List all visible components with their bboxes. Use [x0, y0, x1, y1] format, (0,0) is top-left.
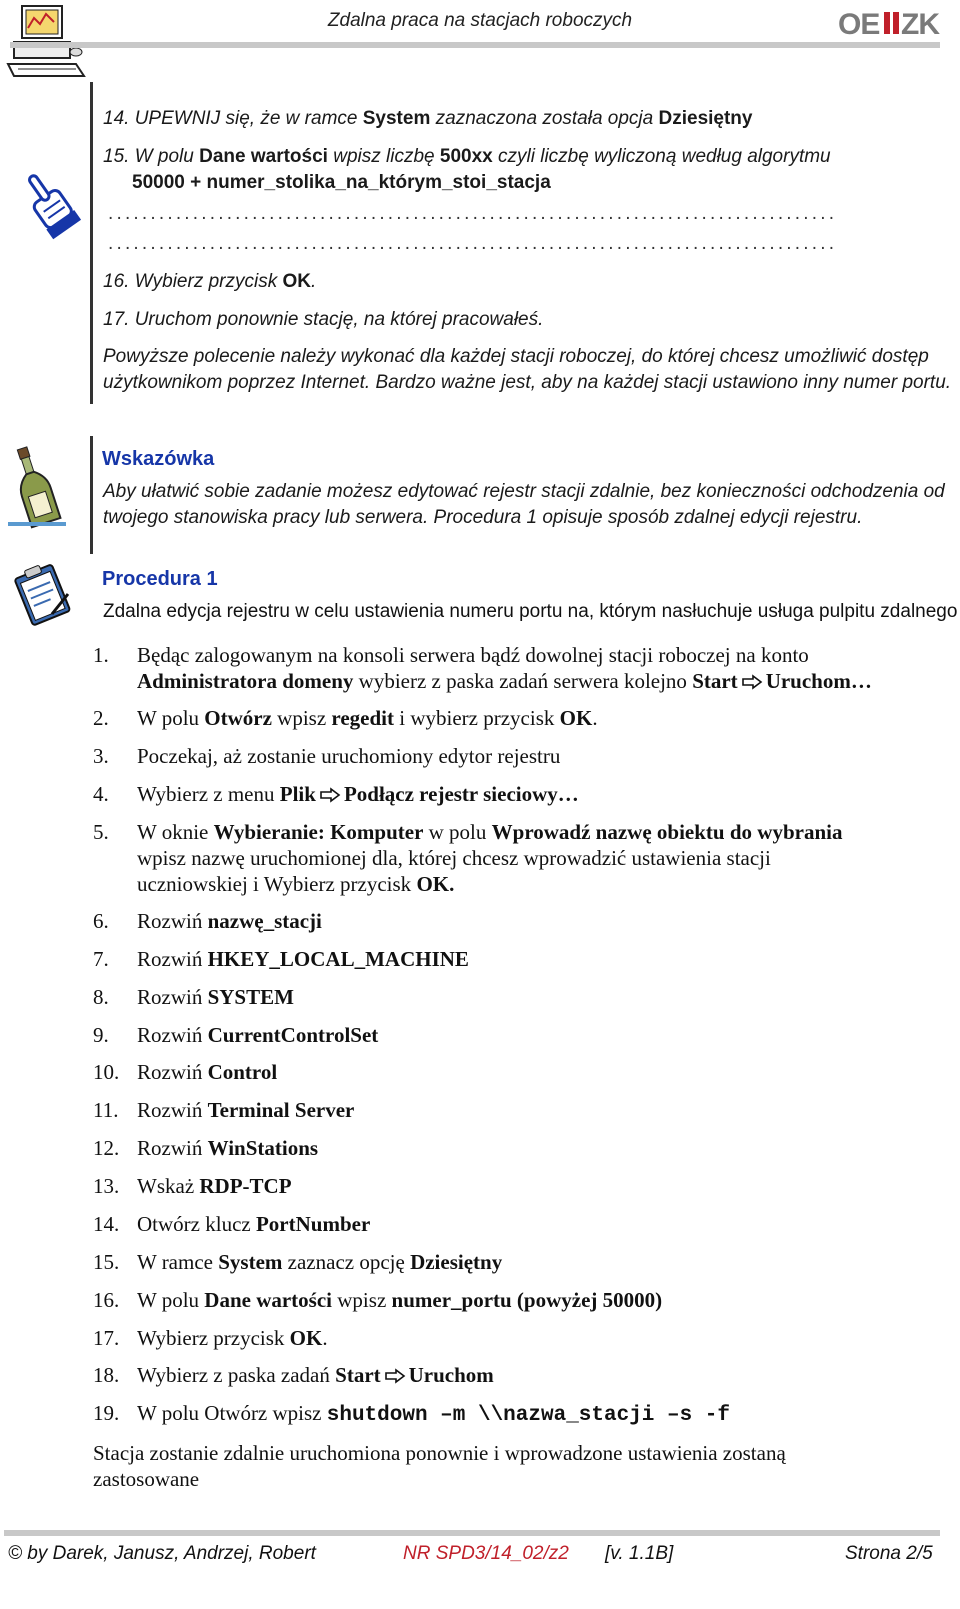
step-number: 18. — [93, 1363, 120, 1387]
arrow-right-icon — [320, 788, 340, 802]
fill-in-dots-1: ...................................................................................... — [108, 203, 838, 224]
step-number: 13. — [93, 1174, 120, 1198]
step-17: Wybierz przycisk OK. — [137, 1326, 328, 1350]
step-3: Poczekaj, aż zostanie uruchomiony edytor rejestru — [137, 744, 561, 768]
note-line-1: Powyższe polecenie należy wykonać dla każdej stacji roboczej, do której chcesz umożliwić dostęp — [103, 346, 929, 367]
step-number: 1. — [93, 643, 109, 667]
footer-authors: © by Darek, Janusz, Andrzej, Robert — [8, 1543, 316, 1564]
footer-rule — [4, 1530, 940, 1536]
closing-line-2: zastosowane — [93, 1467, 200, 1491]
step-13: Wskaż RDP-TCP — [137, 1174, 292, 1198]
step-8: Rozwiń SYSTEM — [137, 985, 294, 1009]
step-top-15: 15. W polu Dane wartości wpisz liczbę 500xx czyli liczbę wyliczoną według algorytmu — [103, 146, 831, 167]
step-7: Rozwiń HKEY_LOCAL_MACHINE — [137, 947, 469, 971]
arrow-right-icon — [385, 1369, 405, 1383]
note-line-2: użytkownikom poprzez Internet. Bardzo ważne jest, aby na każdej stacji ustawiono inny numer portu. — [103, 372, 952, 393]
step-top-16: 16. Wybierz przycisk OK. — [103, 271, 317, 292]
step-5-line-1: W oknie Wybieranie: Komputer w polu Wprowadź nazwę obiektu do wybrania — [137, 820, 843, 844]
step-number: 14. — [93, 1212, 120, 1236]
step-11: Rozwiń Terminal Server — [137, 1098, 355, 1122]
footer-page-number: Strona 2/5 — [845, 1543, 933, 1564]
bottle-icon — [6, 444, 68, 537]
step-number: 15. — [93, 1250, 120, 1274]
step-5-line-2: wpisz nazwę uruchomionej dla, której chcesz wprowadzić ustawienia stacji — [137, 846, 771, 870]
step-number: 12. — [93, 1136, 120, 1160]
step-number: 11. — [93, 1098, 119, 1122]
step-number: 9. — [93, 1023, 109, 1047]
hint-bar — [90, 436, 93, 554]
step-number: 10. — [93, 1060, 120, 1084]
oeiizk-logo — [838, 8, 939, 43]
footer-version: [v. 1.1B] — [605, 1543, 674, 1564]
step-15: W ramce System zaznacz opcję Dziesiętny — [137, 1250, 503, 1274]
step-1-line-2: Administratora domeny wybierz z paska zadań serwera kolejno Start Uruchom… — [137, 669, 872, 693]
procedure-subtitle: Zdalna edycja rejestru w celu ustawienia numeru portu na, którym nasłuchuje usługa pulpitu zdalnego — [103, 601, 958, 622]
footer-doc-number: NR SPD3/14_02/z2 — [403, 1543, 569, 1564]
page-header-title: Zdalna praca na stacjach roboczych — [327, 10, 633, 31]
step-number: 4. — [93, 782, 109, 806]
step-number: 17. — [93, 1326, 120, 1350]
step-number: 6. — [93, 909, 109, 933]
section-bar — [90, 82, 93, 404]
step-number: 5. — [93, 820, 109, 844]
step-top-15-formula: 50000 + numer_stolika_na_którym_stoi_stacja — [132, 172, 551, 193]
step-12: Rozwiń WinStations — [137, 1136, 319, 1160]
svg-text:OE: OE — [838, 8, 880, 41]
step-1-line-1: Będąc zalogowanym na konsoli serwera bądź dowolnej stacji roboczej na konto — [137, 643, 809, 667]
clipboard-icon — [8, 564, 76, 629]
step-6: Rozwiń nazwę_stacji — [137, 909, 322, 933]
step-number: 3. — [93, 744, 109, 768]
closing-line-1: Stacja zostanie zdalnie uruchomiona ponownie i wprowadzone ustawienia zostaną — [93, 1441, 786, 1465]
step-19: W polu Otwórz wpisz shutdown –m \\nazwa_stacji –s -f — [137, 1401, 731, 1427]
step-2: W polu Otwórz wpisz regedit i wybierz przycisk OK. — [137, 706, 598, 730]
step-18: Wybierz z paska zadań Start Uruchom — [137, 1363, 494, 1387]
step-4: Wybierz z menu Plik Podłącz rejestr sieciowy… — [137, 782, 579, 806]
svg-text:ZK: ZK — [901, 8, 939, 41]
header-rule — [10, 42, 940, 48]
step-number: 2. — [93, 706, 109, 730]
pointing-hand-icon — [20, 168, 82, 243]
fill-in-dots-2: ...................................................................................... — [108, 233, 838, 254]
step-number: 19. — [93, 1401, 120, 1425]
hint-title: Wskazówka — [102, 448, 215, 470]
step-number: 7. — [93, 947, 109, 971]
step-16: W polu Dane wartości wpisz numer_portu (powyżej 50000) — [137, 1288, 663, 1312]
step-number: 8. — [93, 985, 109, 1009]
step-number: 16. — [93, 1288, 120, 1312]
step-top-17: 17. Uruchom ponownie stację, na której pracowałeś. — [103, 309, 544, 330]
step-top-14: 14. UPEWNIJ się, że w ramce System zaznaczona została opcja Dziesiętny — [103, 108, 753, 129]
step-14: Otwórz klucz PortNumber — [137, 1212, 371, 1236]
arrow-right-icon — [742, 675, 762, 689]
procedure-title: Procedura 1 — [102, 568, 218, 590]
step-9: Rozwiń CurrentControlSet — [137, 1023, 379, 1047]
hint-line-2: twojego stanowiska pracy lub serwera. Procedura 1 opisuje sposób zdalnej edycji rejestru. — [103, 507, 863, 528]
step-5-line-3: uczniowskiej i Wybierz przycisk OK. — [137, 872, 455, 896]
step-10: Rozwiń Control — [137, 1060, 278, 1084]
hint-line-1: Aby ułatwić sobie zadanie możesz edytować rejestr stacji zdalnie, bez konieczności odchodzenia od — [103, 481, 945, 502]
